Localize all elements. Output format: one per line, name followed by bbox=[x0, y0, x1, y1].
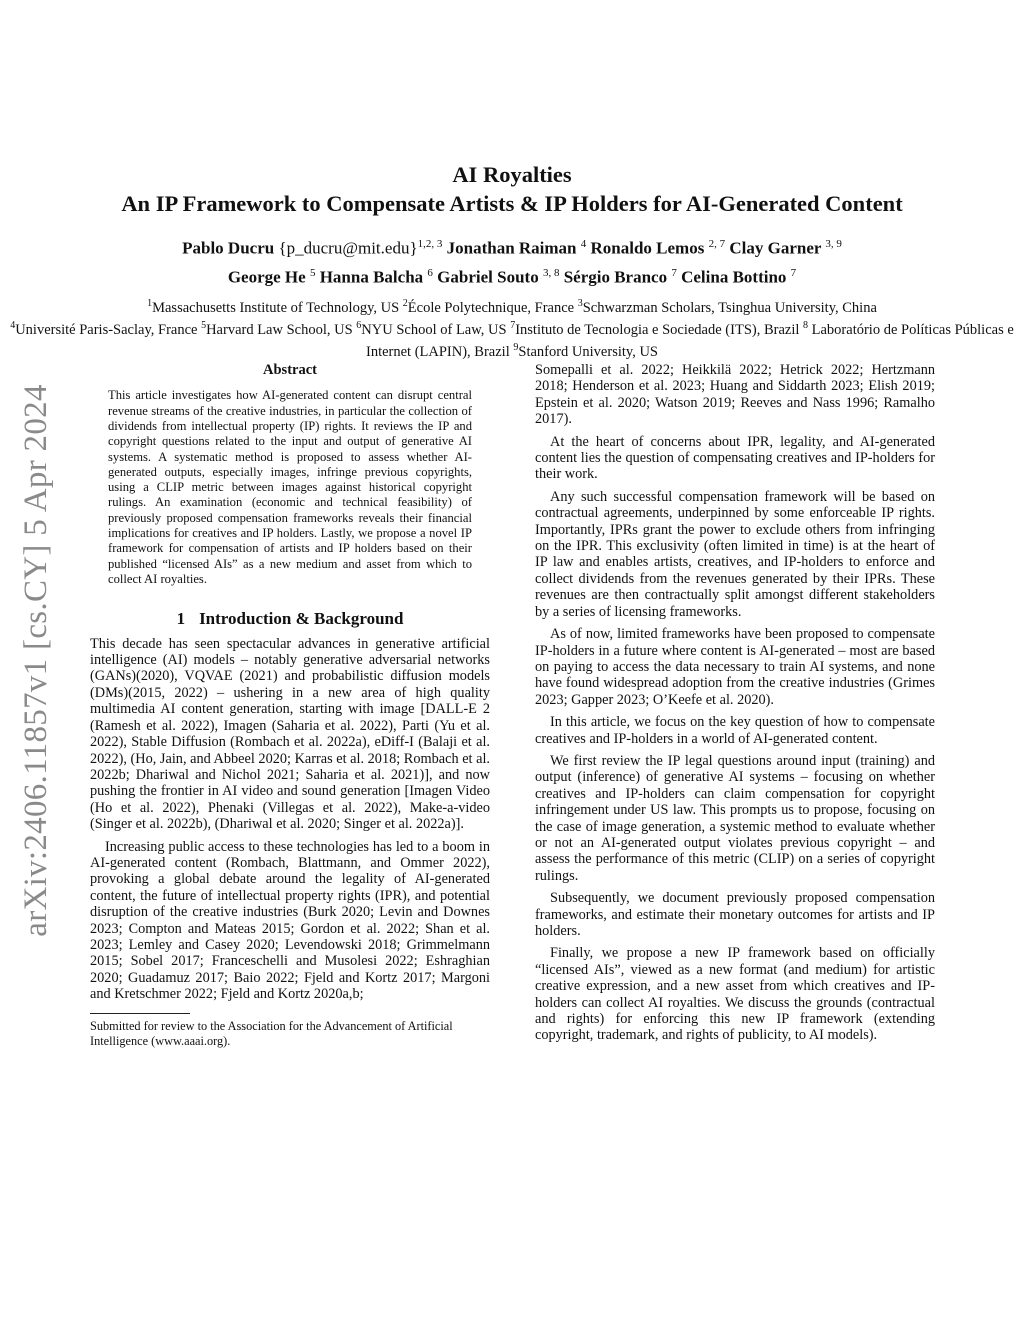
affil-mark: 9 bbox=[513, 341, 519, 353]
body-paragraph: At the heart of concerns about IPR, legality, and AI-generated content lies the question of compensating creatives and IP-holders for their work. bbox=[535, 433, 935, 483]
abstract-heading: Abstract bbox=[263, 362, 317, 378]
author-name: Clay Garner bbox=[729, 238, 822, 258]
author-affil-mark: 7 bbox=[671, 266, 677, 279]
author-name: Celina Bottino bbox=[681, 267, 787, 287]
author-affil-mark: 7 bbox=[790, 266, 797, 279]
author-name: Gabriel Souto bbox=[437, 267, 539, 287]
author-affil-mark: 5 bbox=[309, 266, 316, 279]
author-name: George He bbox=[227, 267, 306, 287]
body-paragraph: We first review the IP legal questions around input (training) and output (inference) of generative AI systems – focusing on whether creatives and IP-holders can claim compensation for copyright infringement under US law. This prompts us to propose, focusing on the case of image generation, a systemic method to evaluate whether or not an AI-generated output violates previous copyright – and assess the performance of this metric (CLIP) on a series of copyright rulings. bbox=[535, 752, 935, 884]
arxiv-identifier: arXiv:2406.11857v1 [cs.CY] 5 Apr 2024 bbox=[17, 383, 54, 937]
author-affil-mark: 3, 9 bbox=[825, 238, 842, 250]
author-affil-mark: 4 bbox=[580, 238, 587, 250]
affil-text: Laboratório de Políticas Públicas e Internet (LAPIN), Brazil bbox=[366, 321, 1014, 360]
footnote: Submitted for review to the Association for the Advancement of Artificial Intelligence (www.aaai.org). bbox=[90, 1018, 453, 1048]
body-paragraph: Subsequently, we document previously proposed compensation frameworks, and estimate their monetary outcomes for artists and IP holders. bbox=[535, 890, 935, 939]
affil-line-1 bbox=[0, 295, 1024, 317]
paper-header bbox=[0, 160, 1024, 361]
affiliations bbox=[0, 295, 1024, 360]
affil-mark: 1 bbox=[147, 298, 153, 310]
affil-mark: 5 bbox=[201, 320, 207, 332]
affil-mark: 2 bbox=[402, 298, 408, 310]
author-line-1 bbox=[0, 232, 1024, 261]
author-name: Jonathan Raiman bbox=[446, 238, 577, 258]
author-list bbox=[0, 232, 1024, 289]
affil-text: NYU School of Law, US bbox=[361, 321, 511, 338]
body-paragraph: In this article, we focus on the key question of how to compensate creatives and IP-holders in a world of AI-generated content. bbox=[535, 714, 935, 747]
title-line-1: AI Royalties bbox=[452, 162, 572, 187]
author-name: Ronaldo Lemos bbox=[590, 238, 705, 258]
affil-line-2 bbox=[0, 317, 1024, 361]
affil-mark: 7 bbox=[510, 320, 516, 332]
body-paragraph: As of now, limited frameworks have been proposed to compensate IP-holders in a future where content is AI-generated – most are based on paying to access the data necessary to train AI systems, and none have found widespread adoption from the creative industries (Grimes 2023; Gapper 2023; O’Keefe et al. 2020). bbox=[535, 626, 935, 708]
body-paragraph: This decade has seen spectacular advances in generative artificial intelligence (AI) models – notably generative adversarial networks (GANs)(2020), VQVAE (2021) and probabilistic diffusion models (DMs)(2015, 2022) – ushering in a new area of high quality multimedia AI content generation, starting with image [DALL-E 2 (Ramesh et al. 2022), Imagen (Saharia et al. 2022), Parti (Yu et al. 2022), Stable Diffusion (Rombach et al. 2022a), eDiff-I (Balaji et al. 2022), (Ho, Jain, and Abbeel 2020; Karras et al. 2018; Rombach et al. 2022b; Dhariwal and Nichol 2021; Saharia et al. 2021)], and now pushing the frontier in AI video and sound generation [Imagen Video (Ho et al. 2022), Phenaki (Villegas et al. 2022), Make-a-video (Singer et al. 2022b), (Dhariwal et al. 2020; Singer et al. 2022a)]. bbox=[90, 635, 490, 833]
author-affil-mark: 6 bbox=[427, 266, 433, 279]
affil-text: École Polytechnique, France bbox=[407, 300, 578, 317]
affil-text: Harvard Law School, US bbox=[206, 321, 357, 338]
author-name: Pablo Ducru bbox=[182, 238, 275, 258]
body-paragraph: Finally, we propose a new IP framework based on officially “licensed AIs”, viewed as a new format (and medium) for artistic creative expression, and a new asset from which creatives and IP-holders can collect AI royalties. We discuss the grounds (contractual and rights) for enforcing this new IP framework (extending copyright, trademark, and rights of publicity, to AI models). bbox=[535, 945, 935, 1044]
body-paragraph: Any such successful compensation framework will be based on contractual agreements, underpinned by some enforceable IP rights. Importantly, IPRs grant the power to exclude others from infringing on the IPR. This exclusivity (often limited in time) is at the heart of IP law and enables artists, creatives, and IP-holders to enforce and collect dividends from the revenues generated by their IPRs. These revenues are then contractually split amongst different stakeholders by a series of licensing frameworks. bbox=[535, 488, 935, 620]
abstract-text: This article investigates how AI-generated content can disrupt central revenue streams of the creative industries, in particular the collection of dividends from intellectual property (IP) rights. It reviews the IP and copyright questions related to the input and output of generative AI systems. A systematic method is proposed to assess whether AI-generated outputs, especially images, infringe previous copyrights, using a CLIP metric between images against historical copyright rulings. An examination (economic and technical feasibility) of previously proposed compensation frameworks reveals their financial implications for creatives and IP holders. Lastly, we propose a novel IP framework for compensation of artists and IP holders based on their published “licensed AIs” as a new medium and asset from which to collect AI royalties. bbox=[108, 388, 472, 586]
section-title: Introduction & Background bbox=[199, 609, 404, 629]
author-name: Sérgio Branco bbox=[563, 267, 668, 287]
affil-text: Schwarzman Scholars, Tsinghua University, China bbox=[582, 300, 877, 317]
title-line-2: An IP Framework to Compensate Artists & IP Holders for AI-Generated Content bbox=[121, 191, 903, 216]
arxiv-sidebar bbox=[8, 360, 64, 960]
body-paragraph: Somepalli et al. 2022; Heikkilä 2022; Hetrick 2022; Hertzmann 2018; Henderson et al. 2023; Huang and Siddarth 2023; Elish 2019; Epstein et al. 2020; Watson 2019; Reeves and Nass 1996; Ramalho 2017). bbox=[535, 362, 935, 428]
footnote-divider bbox=[90, 1013, 190, 1014]
affil-text: Massachusetts Institute of Technology, US bbox=[152, 300, 403, 317]
left-column bbox=[90, 362, 490, 1049]
affil-mark: 8 bbox=[803, 320, 809, 332]
affil-mark: 6 bbox=[356, 320, 362, 332]
author-name: Hanna Balcha bbox=[319, 267, 424, 287]
author-line-2 bbox=[0, 261, 1024, 290]
affil-text: Université Paris-Saclay, France bbox=[15, 321, 202, 338]
affil-mark: 4 bbox=[10, 320, 16, 332]
affil-text: Instituto de Tecnologia e Sociedade (ITS), Brazil bbox=[515, 321, 804, 338]
right-column bbox=[535, 362, 935, 1050]
section-number: 1 bbox=[176, 609, 186, 629]
author-affil-mark: 2, 7 bbox=[708, 238, 726, 250]
affil-mark: 3 bbox=[577, 298, 583, 310]
section-heading bbox=[90, 611, 490, 627]
author-affil-mark: 1,2, 3 bbox=[417, 238, 443, 250]
body-paragraph: Increasing public access to these technologies has led to a boom in AI-generated content (Rombach, Blattmann, and Ommer 2022), provoking a global debate around the legality of AI-generated content, the future of intellectual property rights (IPR), and potential disruption of the creative industries (Burk 2020; Levin and Downes 2023; Compton and Mateas 2015; Gordon et al. 2022; Shan et al. 2023; Lemley and Casey 2020; Levendowski 2018; Grimmelmann 2015; Sobel 2017; Franceschelli and Musolesi 2022; Eshraghian 2020; Guadamuz 2017; Baio 2022; Fjeld and Kortz 2017; Margoni and Kretschmer 2022; Fjeld and Kortz 2020a,b; bbox=[90, 838, 490, 1003]
affil-text: Stanford University, US bbox=[518, 343, 658, 360]
author-affil-mark: 3, 8 bbox=[542, 266, 560, 279]
author-email: {p_ducru@mit.edu} bbox=[278, 238, 418, 258]
paper-title bbox=[0, 160, 1024, 218]
